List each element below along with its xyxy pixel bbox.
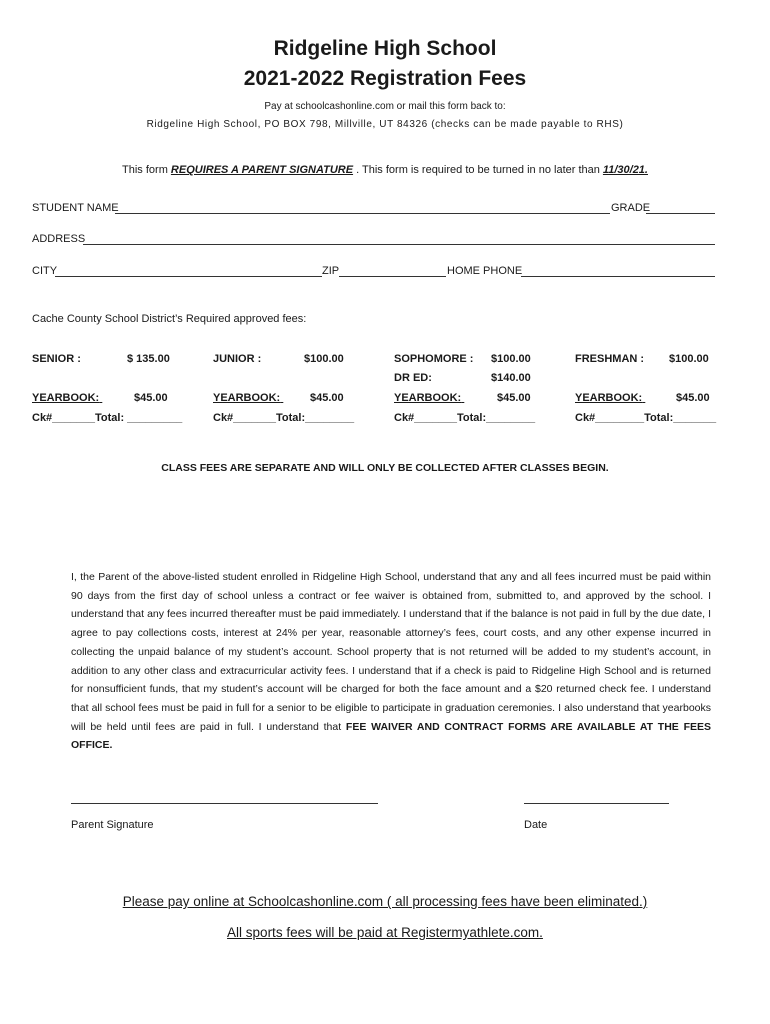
sophomore-yearbook-row [394, 392, 532, 404]
freshman-label: FRESHMAN : [575, 353, 645, 365]
due-date: 11/30/21. [602, 164, 648, 176]
requires-signature-text: REQUIRES A PARENT SIGNATURE [170, 164, 354, 176]
senior-yearbook-label: YEARBOOK: [32, 392, 100, 404]
grade-field[interactable] [646, 202, 715, 214]
home-phone-field[interactable] [521, 265, 715, 277]
sophomore-label: SOPHOMORE : [394, 353, 474, 365]
freshman-yearbook-fee: $45.00 [676, 392, 710, 404]
pay-online-note: Please pay online at Schoolcashonline.com ( all processing fees have been eliminated.) [122, 894, 648, 909]
school-title: Ridgeline High School [273, 37, 497, 60]
senior-yearbook-row [32, 392, 169, 404]
drivers-ed-fee: $140.00 [491, 372, 531, 384]
sophomore-fee: $100.00 [491, 353, 531, 365]
freshman-yearbook-row [575, 392, 711, 404]
notice-prefix: This form [122, 164, 171, 176]
sophomore-yearbook-label: YEARBOOK: [394, 392, 462, 404]
junior-yearbook-label: YEARBOOK: [213, 392, 281, 404]
mailing-address: Ridgeline High School, PO BOX 798, Millville, UT 84326 (checks can be made payable to RHS) [146, 119, 624, 130]
senior-check-total[interactable]: Ck#_______Total: _________ [32, 412, 183, 424]
grade-label: GRADE [611, 202, 651, 214]
junior-fee: $100.00 [304, 353, 344, 365]
senior-yearbook-fee: $45.00 [134, 392, 168, 404]
student-name-label: STUDENT NAME [32, 202, 119, 214]
freshman-fee: $100.00 [669, 353, 709, 365]
city-label: CITY [32, 265, 58, 277]
junior-yearbook-fee: $45.00 [310, 392, 344, 404]
junior-yearbook-row [213, 392, 349, 404]
address-label: ADDRESS [32, 233, 86, 245]
home-phone-label: HOME PHONE [447, 265, 523, 277]
zip-label: ZIP [322, 265, 340, 277]
junior-check-total[interactable]: Ck#_______Total:________ [213, 412, 355, 424]
agreement-bold-note: FEE WAIVER AND CONTRACT FORMS ARE AVAILABLE AT THE FEES OFFICE. [71, 720, 711, 752]
agreement-paragraph [71, 568, 711, 755]
agreement-text: I, the Parent of the above-listed student enrolled in Ridgeline High School, understand that any and all fees incurred must be paid within 90 days from the first day of school unless a contract or fee waiver is obtained from, submitted to, and approved by the school. I understand that any fees incurred thereafter must be paid immediately. I understand that if the balance is not paid in full by the due date, I agree to pay collections costs, interest at 24% per year, reasonable attorney’s fees, court costs, and any other expense incurred in collecting the unpaid balance of my student’s account. School property that is not returned will be added to my student’s account, in addition to any other class and extracurricular activity fees. I understand that if a check is paid to Ridgeline High School and is returned for nonsufficient funds, that my student’s account will be charged for both the face amount and a $20 returned check fee. I understand that all school fees must be paid in full for a senior to be eligible to participate in graduation ceremonies. I also understand that yearbooks will be held until fees are paid in full. I understand that [71, 571, 711, 733]
pay-instruction: Pay at schoolcashonline.com or mail this form back to: [264, 101, 506, 112]
date-label: Date [524, 819, 548, 831]
date-line[interactable] [524, 803, 669, 804]
signature-notice [0, 164, 770, 176]
senior-label: SENIOR : [32, 353, 81, 365]
page-title: 2021-2022 Registration Fees [243, 67, 527, 90]
parent-signature-line[interactable] [71, 803, 378, 804]
senior-fee: $ 135.00 [127, 353, 170, 365]
zip-field[interactable] [339, 265, 446, 277]
notice-middle: . This form is required to be turned in no later than [353, 164, 603, 176]
parent-signature-label: Parent Signature [71, 819, 154, 831]
freshman-check-total[interactable]: Ck#________Total:_______ [575, 412, 717, 424]
sophomore-check-total[interactable]: Ck#_______Total:________ [394, 412, 536, 424]
sophomore-yearbook-fee: $45.00 [497, 392, 531, 404]
fees-intro: Cache County School District’s Required approved fees: [32, 313, 307, 325]
city-field[interactable] [55, 265, 322, 277]
freshman-yearbook-label: YEARBOOK: [575, 392, 643, 404]
class-fees-note: CLASS FEES ARE SEPARATE AND WILL ONLY BE COLLECTED AFTER CLASSES BEGIN. [161, 462, 609, 474]
address-field[interactable] [83, 233, 715, 245]
sports-fees-note: All sports fees will be paid at Registermyathlete.com. [227, 925, 543, 940]
junior-label: JUNIOR : [213, 353, 262, 365]
student-name-field[interactable] [115, 202, 610, 214]
drivers-ed-label: DR ED: [394, 372, 432, 384]
